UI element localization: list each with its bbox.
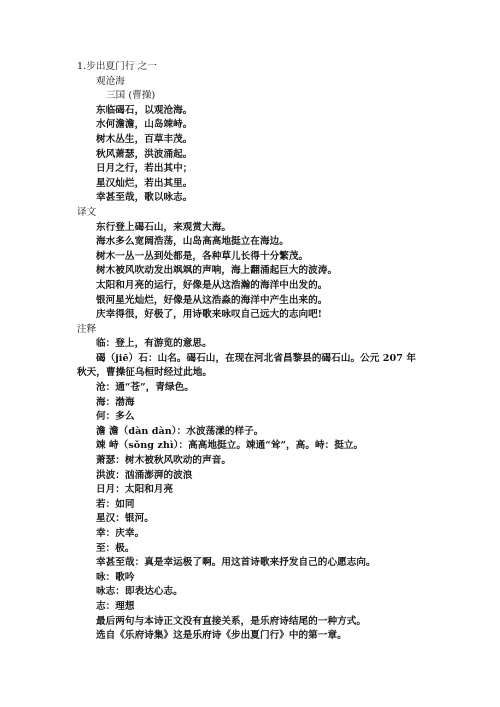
- note-item-jieshi-line2: 秋天，曹操征乌桓时经过此地。: [77, 367, 213, 379]
- poem-lines: [77, 104, 417, 206]
- note-item: 咏志：即表达心志。: [96, 586, 183, 598]
- section-heading: 1.步出夏门行 之一: [77, 61, 157, 72]
- notes-list: [77, 337, 417, 643]
- note-item: 何：多么: [96, 411, 135, 423]
- document-body: [77, 60, 417, 644]
- translation-line: 太阳和月亮的运行，好像是从这浩瀚的海洋中出发的。: [96, 279, 328, 291]
- note-item: 日月：太阳和月亮: [96, 484, 174, 496]
- note-item: 星汉：银河。: [96, 513, 154, 525]
- translation-line: 树木一丛一丛到处都是，各种草儿长得十分繁茂。: [96, 250, 309, 262]
- translation-line: 庆幸得很，好极了，用诗歌来咏叹自己远大的志向吧!: [96, 309, 323, 321]
- translation-line: 银河星光灿烂，好像是从这浩淼的海洋中产生出来的。: [96, 294, 328, 306]
- poem-line: 星汉灿烂，若出其里。: [96, 177, 193, 189]
- poem-line: 幸甚至哉，歌以咏志。: [96, 192, 193, 204]
- note-item-jieshi-line1: 碣（jiē）石：山名。碣石山，在现在河北省昌黎县的碣石山。公元 207 年: [96, 352, 416, 364]
- note-item: 最后两句与本诗正文没有直接关系，是乐府诗结尾的一种方式。: [96, 615, 367, 627]
- poem-title: 观沧海: [96, 75, 125, 87]
- note-item: 选自《乐府诗集》这是乐府诗《步出夏门行》中的第一章。: [96, 630, 347, 642]
- poem-line: 水何澹澹，山岛竦峙。: [96, 119, 193, 131]
- note-item: 至：极。: [96, 542, 135, 554]
- translation-line: 海水多么宽阔浩荡，山岛高高地挺立在海边。: [96, 236, 289, 248]
- note-item: 萧瑟：树木被秋风吹动的声音。: [96, 455, 232, 467]
- note-item: 幸甚至哉：真是幸运极了啊。用这首诗歌来抒发自己的心愿志向。: [96, 557, 376, 569]
- note-item: 幸：庆幸。: [96, 528, 145, 539]
- poem-line: 秋风萧瑟，洪波涌起。: [96, 148, 193, 160]
- note-item: 海：渤海: [96, 396, 135, 408]
- translation-lines: [77, 221, 417, 323]
- note-item: 沧：通“苍”，青绿色。: [96, 382, 194, 394]
- note-item: 临：登上，有游览的意思。: [96, 338, 212, 350]
- note-item: 澹 澹（dàn dàn）：水波荡漾的样子。: [96, 425, 264, 437]
- note-item: 咏：歌吟: [96, 571, 135, 583]
- notes-label: 注释: [77, 323, 97, 335]
- translation-line: 东行登上碣石山，来观赏大海。: [96, 221, 232, 233]
- poem-line: 树木丛生，百草丰茂。: [96, 133, 193, 145]
- poem-author: 三国 (曹操): [106, 90, 156, 102]
- poem-line: 东临碣石，以观沧海。: [96, 104, 193, 116]
- translation-label: 译文: [77, 206, 97, 218]
- translation-line: 树木被风吹动发出飒飒的声响，海上翻涌起巨大的波涛。: [96, 265, 338, 277]
- note-item: 洪波：汹涌澎湃的波浪: [96, 469, 193, 481]
- note-item: 志：理想: [96, 600, 135, 612]
- note-item: 竦 峙（sǒng zhì）：高高地挺立。竦通“耸”，高。峙：挺立。: [96, 440, 364, 452]
- poem-line: 日月之行，若出其中；: [96, 163, 193, 175]
- note-item: 若：如同: [96, 498, 135, 510]
